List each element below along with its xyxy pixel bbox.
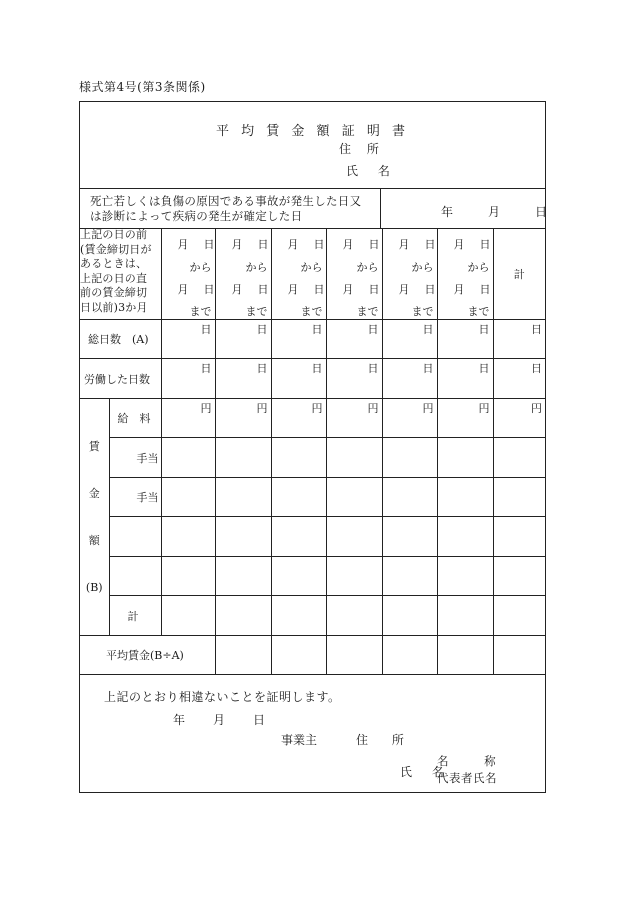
allowance-cell[interactable] xyxy=(271,478,326,517)
period-label: 上記の日の前 (賃金締切日が あるときは、 上記の日の直 前の賃金締切 日以前)3か月 xyxy=(80,228,161,320)
total-days-label: 総日数 (A) xyxy=(80,320,161,359)
period-cell[interactable]: 月 日 から 月 日 まで xyxy=(271,228,326,320)
total-days-cell[interactable]: 日 xyxy=(437,320,493,359)
blank-wage-cell[interactable] xyxy=(326,557,382,596)
wage-amount-label: 賃 金 額 (B) xyxy=(80,399,109,636)
employer-name-label[interactable]: 氏 名 xyxy=(400,765,452,779)
incident-date-label: 死亡若しくは負傷の原因である事故が発生した日又 は診断によって疾病の発生が確定した日 xyxy=(90,194,362,223)
period-cell[interactable]: 月 日 から 月 日 まで xyxy=(326,228,382,320)
allowance-total[interactable] xyxy=(493,478,545,517)
blank-wage-total[interactable] xyxy=(493,557,545,596)
applicant-address-label[interactable]: 住 所 xyxy=(339,142,385,156)
period-cell[interactable]: 月 日 から 月 日 まで xyxy=(215,228,271,320)
average-wage-label: 平均賃金(B÷A) xyxy=(80,636,215,675)
allowance-row xyxy=(80,478,545,517)
allowance-row xyxy=(80,438,545,478)
salary-total[interactable]: 円 xyxy=(493,399,545,438)
blank-wage-cell[interactable] xyxy=(382,557,437,596)
wage-subtotal-label: 計 xyxy=(109,596,161,636)
blank-wage-cell[interactable] xyxy=(161,517,215,557)
total-days-cell[interactable]: 日 xyxy=(271,320,326,359)
blank-wage-row xyxy=(80,517,545,557)
blank-wage-row xyxy=(80,557,545,596)
employer-label: 事業主 xyxy=(281,733,318,747)
wage-subtotal-cell[interactable] xyxy=(271,596,326,636)
salary-row xyxy=(80,399,545,438)
allowance-cell[interactable] xyxy=(382,438,437,478)
allowance-cell[interactable] xyxy=(437,478,493,517)
total-days-total[interactable]: 日 xyxy=(493,320,545,359)
worked-days-cell[interactable]: 日 xyxy=(382,359,437,399)
total-days-cell[interactable]: 日 xyxy=(382,320,437,359)
blank-wage-cell[interactable] xyxy=(326,517,382,557)
blank-wage-cell[interactable] xyxy=(437,517,493,557)
allowance-cell[interactable] xyxy=(326,438,382,478)
allowance-cell[interactable] xyxy=(382,478,437,517)
wage-subtotal-cell[interactable] xyxy=(437,596,493,636)
average-wage-cell[interactable] xyxy=(326,636,382,675)
average-wage-cell[interactable] xyxy=(271,636,326,675)
average-wage-cell[interactable] xyxy=(215,636,271,675)
certification-statement: 上記のとおり相違ないことを証明します。 xyxy=(104,690,341,704)
worked-days-total[interactable]: 日 xyxy=(493,359,545,399)
form-title: 平 均 賃 金 額 証 明 書 xyxy=(216,124,409,139)
incident-date-row xyxy=(80,188,548,229)
wage-subtotal-cell[interactable] xyxy=(215,596,271,636)
divider xyxy=(380,188,381,228)
certification-section xyxy=(80,676,545,792)
total-days-row xyxy=(80,320,545,359)
salary-cell[interactable]: 円 xyxy=(215,399,271,438)
average-wage-cell[interactable] xyxy=(382,636,437,675)
allowance-cell[interactable] xyxy=(215,438,271,478)
incident-month[interactable]: 月 xyxy=(488,205,501,219)
worked-days-cell[interactable]: 日 xyxy=(437,359,493,399)
blank-wage-label[interactable] xyxy=(109,557,161,596)
wage-subtotal-cell[interactable] xyxy=(326,596,382,636)
total-days-cell[interactable]: 日 xyxy=(326,320,382,359)
employer-address-label[interactable]: 住 所 xyxy=(356,733,414,747)
total-days-cell[interactable]: 日 xyxy=(215,320,271,359)
blank-wage-cell[interactable] xyxy=(271,517,326,557)
salary-cell[interactable]: 円 xyxy=(437,399,493,438)
blank-wage-cell[interactable] xyxy=(382,517,437,557)
worked-days-cell[interactable]: 日 xyxy=(215,359,271,399)
period-row xyxy=(80,228,545,320)
period-cell[interactable]: 月 日 から 月 日 まで xyxy=(161,228,215,320)
salary-cell[interactable]: 円 xyxy=(326,399,382,438)
total-days-cell[interactable]: 日 xyxy=(161,320,215,359)
worked-days-cell[interactable]: 日 xyxy=(161,359,215,399)
wage-certificate-form xyxy=(79,101,546,793)
form-number: 様式第4号(第3条関係) xyxy=(79,80,206,94)
wage-subtotal-total[interactable] xyxy=(493,596,545,636)
salary-label: 給 料 xyxy=(109,399,161,438)
form-header xyxy=(80,102,545,189)
applicant-name-label[interactable]: 氏 名 xyxy=(346,164,398,178)
allowance-cell[interactable] xyxy=(326,478,382,517)
allowance-label: 手当 xyxy=(109,438,161,478)
blank-wage-label[interactable] xyxy=(109,517,161,557)
allowance-total[interactable] xyxy=(493,438,545,478)
period-total-header: 計 xyxy=(493,228,545,320)
worked-days-cell[interactable]: 日 xyxy=(326,359,382,399)
allowance-cell[interactable] xyxy=(437,438,493,478)
allowance-label: 手当 xyxy=(109,478,161,517)
salary-cell[interactable]: 円 xyxy=(382,399,437,438)
salary-cell[interactable]: 円 xyxy=(271,399,326,438)
period-cell[interactable]: 月 日 から 月 日 まで xyxy=(382,228,437,320)
allowance-cell[interactable] xyxy=(161,438,215,478)
representative-name-label: 代表者氏名 xyxy=(437,771,497,785)
blank-wage-cell[interactable] xyxy=(437,557,493,596)
certification-date[interactable]: 年 月 日 xyxy=(173,713,266,727)
worked-days-row xyxy=(80,359,545,399)
allowance-cell[interactable] xyxy=(271,438,326,478)
blank-wage-cell[interactable] xyxy=(161,557,215,596)
blank-wage-total[interactable] xyxy=(493,517,545,557)
blank-wage-cell[interactable] xyxy=(271,557,326,596)
average-wage-row xyxy=(80,636,545,675)
allowance-cell[interactable] xyxy=(161,478,215,517)
blank-wage-cell[interactable] xyxy=(215,517,271,557)
period-cell[interactable]: 月 日 から 月 日 まで xyxy=(437,228,493,320)
blank-wage-cell[interactable] xyxy=(215,557,271,596)
wage-table xyxy=(80,228,545,675)
allowance-cell[interactable] xyxy=(215,478,271,517)
average-wage-cell[interactable] xyxy=(437,636,493,675)
company-name-label: 名 称 xyxy=(437,754,512,768)
wage-subtotal-cell[interactable] xyxy=(382,596,437,636)
salary-cell[interactable]: 円 xyxy=(161,399,215,438)
worked-days-cell[interactable]: 日 xyxy=(271,359,326,399)
wage-subtotal-row xyxy=(80,596,545,636)
average-wage-total[interactable] xyxy=(493,636,545,675)
worked-days-label: 労働した日数 xyxy=(80,359,161,399)
wage-subtotal-cell[interactable] xyxy=(161,596,215,636)
incident-year[interactable]: 年 xyxy=(441,205,454,219)
incident-day[interactable]: 日 xyxy=(535,205,548,219)
